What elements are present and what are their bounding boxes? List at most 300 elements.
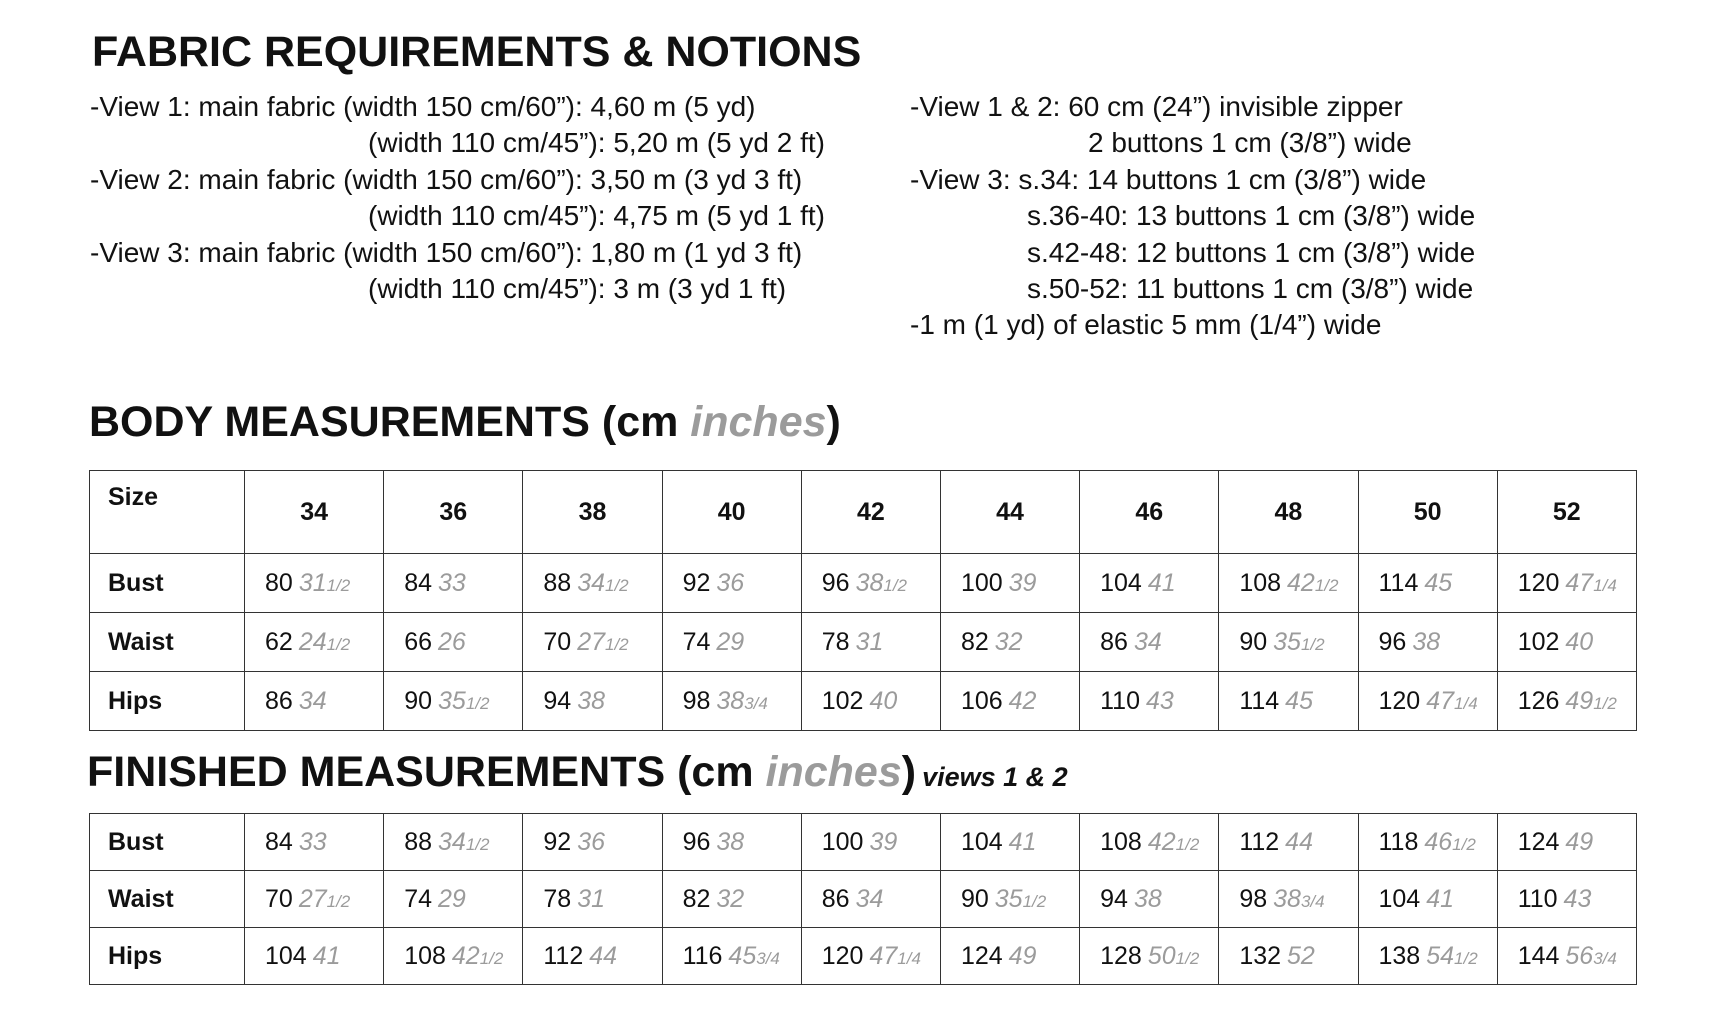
measurement-cell — [1497, 554, 1636, 613]
measurement-cell — [245, 871, 384, 928]
inch-value — [1565, 687, 1616, 715]
inch-whole: 49 — [1565, 686, 1594, 715]
cm-value: 86 — [265, 686, 293, 715]
table-row — [90, 672, 1637, 731]
cm-value: 116 — [682, 941, 723, 970]
measurement-cell — [940, 613, 1079, 672]
inch-whole: 42 — [1147, 827, 1176, 856]
table-row — [90, 554, 1637, 613]
measurement-cell — [523, 871, 662, 928]
measurement-cell — [384, 928, 523, 985]
inch-value — [1564, 885, 1592, 913]
cm-value: 144 — [1517, 941, 1560, 970]
measurement-cell — [245, 814, 384, 871]
inch-whole: 33 — [298, 827, 327, 856]
table-row — [90, 814, 1637, 871]
measurement-cell — [662, 554, 801, 613]
note-line: -1 m (1 yd) of elastic 5 mm (1/4”) wide — [910, 309, 1382, 341]
inch-whole: 42 — [451, 941, 480, 970]
inch-whole: 38 — [1412, 627, 1441, 656]
finished-measurements-title — [87, 748, 1068, 797]
inch-whole: 45 — [1424, 568, 1453, 597]
size-header: 38 — [523, 471, 662, 554]
inch-fraction: 1/2 — [883, 575, 908, 595]
size-header: 52 — [1497, 471, 1636, 554]
inch-value — [869, 687, 897, 715]
inch-whole: 41 — [312, 941, 341, 970]
cm-value: 138 — [1378, 941, 1421, 970]
inch-whole: 38 — [716, 686, 745, 715]
inch-value — [1009, 942, 1037, 970]
inch-whole: 27 — [577, 627, 605, 656]
inch-value — [577, 885, 605, 913]
inch-whole: 39 — [1008, 568, 1037, 597]
inch-whole: 31 — [855, 627, 884, 656]
note-line: s.42-48: 12 buttons 1 cm (3/8”) wide — [1027, 236, 1476, 268]
cm-value: 94 — [543, 686, 572, 715]
size-header: 44 — [940, 471, 1079, 554]
inch-value — [1426, 885, 1454, 913]
inch-whole: 40 — [869, 686, 898, 715]
size-header: 50 — [1358, 471, 1497, 554]
size-header: 42 — [801, 471, 940, 554]
inch-value — [869, 828, 897, 856]
row-label: Waist — [90, 613, 245, 672]
cm-value: 108 — [404, 941, 446, 970]
inch-fraction: 1/2 — [1300, 634, 1325, 654]
inch-fraction: 1/2 — [1452, 834, 1476, 854]
inch-fraction: 1/4 — [897, 948, 921, 968]
inch-whole: 34 — [438, 827, 466, 856]
measurement-cell — [1358, 554, 1497, 613]
inch-value — [716, 628, 744, 656]
inch-whole: 35 — [994, 884, 1023, 913]
cm-value: 126 — [1517, 686, 1560, 715]
fabric-notes-right — [910, 89, 1475, 344]
measurement-cell — [245, 672, 384, 731]
note-line: (width 110 cm/45”): 5,20 m (5 yd 2 ft) — [368, 127, 825, 159]
cm-value: 100 — [960, 568, 1003, 597]
cm-value: 110 — [1517, 884, 1558, 913]
cm-value: 92 — [543, 827, 572, 856]
inch-whole: 34 — [577, 568, 605, 597]
inch-value — [299, 687, 327, 715]
inch-fraction: 3/4 — [1593, 948, 1617, 968]
measurement-cell — [662, 814, 801, 871]
inch-value — [438, 628, 466, 656]
inch-whole: 47 — [1426, 686, 1455, 715]
measurement-cell — [523, 928, 662, 985]
measurement-cell — [940, 814, 1079, 871]
inch-value — [313, 942, 341, 970]
cm-value: 84 — [265, 827, 293, 856]
cm-value: 104 — [960, 827, 1003, 856]
size-header: 40 — [662, 471, 801, 554]
inch-whole: 41 — [1008, 827, 1037, 856]
measurement-cell — [1358, 613, 1497, 672]
inch-fraction: 1/2 — [1022, 891, 1047, 911]
inch-value — [856, 569, 907, 597]
inch-whole: 29 — [438, 884, 466, 913]
size-header: 36 — [384, 471, 523, 554]
row-label: Hips — [90, 928, 245, 985]
inch-fraction: 1/4 — [1593, 575, 1617, 595]
inch-value — [1565, 828, 1593, 856]
inch-whole: 41 — [1426, 884, 1455, 913]
inch-fraction: 1/2 — [326, 891, 351, 911]
fabric-requirements-title: FABRIC REQUIREMENTS & NOTIONS — [92, 28, 862, 76]
inch-whole: 35 — [438, 686, 466, 715]
cm-value: 120 — [1517, 568, 1560, 597]
cm-value: 86 — [821, 884, 850, 913]
cm-value: 118 — [1378, 827, 1419, 856]
inch-value — [589, 942, 617, 970]
inch-whole: 36 — [716, 568, 745, 597]
cm-value: 70 — [265, 884, 293, 913]
inch-whole: 31 — [577, 884, 605, 913]
size-label: Size — [90, 471, 245, 554]
row-label: Hips — [90, 672, 245, 731]
cm-value: 112 — [543, 941, 584, 970]
inch-value — [438, 885, 466, 913]
title-inches: inches — [690, 398, 827, 446]
measurement-cell — [245, 613, 384, 672]
size-header: 34 — [245, 471, 384, 554]
measurement-cell — [1080, 672, 1219, 731]
inch-value — [577, 687, 605, 715]
measurement-cell — [662, 672, 801, 731]
measurement-cell — [1358, 672, 1497, 731]
inch-whole: 32 — [994, 627, 1023, 656]
inch-value — [577, 828, 605, 856]
inch-whole: 38 — [716, 827, 745, 856]
inch-whole: 34 — [298, 686, 327, 715]
cm-value: 90 — [1239, 627, 1268, 656]
inch-value — [1146, 687, 1174, 715]
inch-whole: 34 — [855, 884, 884, 913]
inch-value — [1287, 942, 1315, 970]
table-row — [90, 613, 1637, 672]
measurement-cell — [662, 928, 801, 985]
inch-value — [1273, 628, 1324, 656]
inch-fraction: 1/2 — [605, 634, 629, 654]
table-header-row — [90, 471, 1637, 554]
inch-whole: 36 — [577, 827, 605, 856]
measurement-cell — [1219, 871, 1358, 928]
cm-value: 96 — [682, 827, 711, 856]
cm-value: 82 — [960, 627, 989, 656]
inch-whole: 49 — [1565, 827, 1594, 856]
inch-whole: 45 — [728, 941, 757, 970]
cm-value: 124 — [960, 941, 1003, 970]
inch-fraction: 1/2 — [465, 834, 490, 854]
measurement-cell — [1497, 672, 1636, 731]
inch-value — [995, 885, 1046, 913]
inch-value — [1148, 828, 1199, 856]
finished-measurements-table — [89, 813, 1637, 985]
inch-fraction: 1/4 — [1454, 693, 1478, 713]
cm-value: 96 — [821, 568, 850, 597]
inch-value — [1148, 942, 1199, 970]
inch-whole: 47 — [1565, 568, 1594, 597]
cm-value: 106 — [960, 686, 1003, 715]
inch-value — [299, 569, 350, 597]
measurement-cell — [940, 871, 1079, 928]
inch-value — [452, 942, 503, 970]
inch-value — [1565, 628, 1593, 656]
note-line: (width 110 cm/45”): 4,75 m (5 yd 1 ft) — [368, 200, 825, 232]
title-subtitle: views 1 & 2 — [922, 762, 1068, 792]
inch-whole: 38 — [1273, 884, 1301, 913]
inch-whole: 46 — [1424, 827, 1453, 856]
cm-value: 94 — [1100, 884, 1128, 913]
cm-value: 88 — [543, 568, 572, 597]
inch-whole: 43 — [1145, 686, 1174, 715]
table-row — [90, 871, 1637, 928]
measurement-cell — [801, 672, 940, 731]
measurement-cell — [1080, 613, 1219, 672]
measurement-cell — [245, 554, 384, 613]
note-line: (width 110 cm/45”): 3 m (3 yd 1 ft) — [368, 272, 787, 304]
title-text: FINISHED MEASUREMENTS (cm — [87, 748, 766, 796]
body-measurements-table — [89, 470, 1637, 731]
inch-value — [299, 828, 327, 856]
inch-whole: 26 — [438, 627, 466, 656]
inch-value — [299, 885, 350, 913]
inch-value — [1565, 942, 1616, 970]
cm-value: 104 — [1378, 884, 1421, 913]
measurement-cell — [1358, 814, 1497, 871]
inch-whole: 45 — [1285, 686, 1313, 715]
measurement-cell — [1219, 672, 1358, 731]
inch-fraction: 1/2 — [465, 693, 490, 713]
inch-whole: 44 — [589, 941, 618, 970]
cm-value: 110 — [1100, 686, 1140, 715]
inch-value — [1424, 569, 1452, 597]
inch-value — [716, 828, 744, 856]
measurement-cell — [384, 554, 523, 613]
row-label: Bust — [90, 814, 245, 871]
inch-value — [716, 885, 744, 913]
cm-value: 114 — [1378, 568, 1419, 597]
inch-fraction: 1/2 — [1175, 834, 1200, 854]
measurement-cell — [801, 871, 940, 928]
measurement-cell — [1219, 928, 1358, 985]
measurement-cell — [1219, 814, 1358, 871]
inch-whole: 34 — [1133, 627, 1162, 656]
note-line: s.36-40: 13 buttons 1 cm (3/8”) wide — [1027, 200, 1476, 232]
measurement-cell — [801, 814, 940, 871]
note-line: -View 1 & 2: 60 cm (24”) invisible zipper — [910, 91, 1403, 122]
measurement-cell — [801, 554, 940, 613]
inch-fraction: 1/2 — [326, 575, 351, 595]
inch-fraction: 3/4 — [1300, 891, 1325, 911]
cm-value: 62 — [265, 627, 293, 656]
fabric-notes-left — [90, 89, 825, 307]
title-inches: inches — [765, 748, 902, 796]
cm-value: 104 — [1100, 568, 1142, 597]
inch-whole: 54 — [1426, 941, 1455, 970]
inch-whole: 27 — [298, 884, 327, 913]
inch-whole: 29 — [716, 627, 745, 656]
inch-value — [1273, 885, 1324, 913]
measurement-cell — [384, 613, 523, 672]
inch-whole: 38 — [1133, 884, 1162, 913]
note-line: -View 1: main fabric (width 150 cm/60”): 4,60 m (5 yd) — [90, 91, 756, 122]
inch-whole: 31 — [298, 568, 327, 597]
measurement-cell — [1080, 928, 1219, 985]
inch-value — [716, 569, 744, 597]
inch-fraction: 1/2 — [1314, 575, 1339, 595]
title-text: BODY MEASUREMENTS (cm — [89, 398, 691, 446]
inch-whole: 52 — [1287, 941, 1315, 970]
cm-value: 84 — [404, 568, 432, 597]
inch-value — [438, 828, 489, 856]
inch-value — [577, 569, 628, 597]
cm-value: 98 — [1239, 884, 1268, 913]
measurement-cell — [523, 554, 662, 613]
cm-value: 90 — [960, 884, 989, 913]
inch-value — [438, 687, 489, 715]
row-label: Waist — [90, 871, 245, 928]
inch-value — [577, 628, 628, 656]
cm-value: 114 — [1239, 686, 1280, 715]
measurement-cell — [523, 613, 662, 672]
measurement-cell — [1219, 554, 1358, 613]
cm-value: 104 — [265, 941, 307, 970]
measurement-cell — [1358, 928, 1497, 985]
row-label: Bust — [90, 554, 245, 613]
measurement-cell — [1497, 871, 1636, 928]
inch-whole: 44 — [1285, 827, 1313, 856]
cm-value: 80 — [265, 568, 293, 597]
inch-value — [1148, 569, 1176, 597]
title-close: ) — [826, 398, 841, 446]
cm-value: 112 — [1239, 827, 1280, 856]
cm-value: 102 — [1517, 627, 1560, 656]
measurement-cell — [523, 672, 662, 731]
measurement-cell — [1080, 554, 1219, 613]
measurement-cell — [384, 672, 523, 731]
inch-whole: 38 — [855, 568, 884, 597]
measurement-cell — [801, 928, 940, 985]
cm-value: 102 — [821, 686, 864, 715]
inch-value — [856, 885, 884, 913]
inch-value — [1009, 828, 1037, 856]
body-measurements-title — [89, 398, 841, 447]
cm-value: 120 — [821, 941, 864, 970]
table-row — [90, 928, 1637, 985]
inch-value — [1009, 569, 1037, 597]
note-line: -View 2: main fabric (width 150 cm/60”): 3,50 m (3 yd 3 ft) — [90, 163, 803, 195]
inch-whole: 39 — [869, 827, 898, 856]
inch-fraction: 3/4 — [744, 693, 768, 713]
inch-value — [1426, 687, 1477, 715]
cm-value: 74 — [682, 627, 711, 656]
measurement-cell — [940, 672, 1079, 731]
inch-whole: 42 — [1008, 686, 1037, 715]
cm-value: 66 — [404, 627, 432, 656]
cm-value: 124 — [1517, 827, 1560, 856]
inch-whole: 40 — [1565, 627, 1594, 656]
cm-value: 98 — [682, 686, 711, 715]
inch-fraction: 1/2 — [1175, 948, 1200, 968]
inch-whole: 47 — [869, 941, 898, 970]
inch-whole: 41 — [1147, 568, 1176, 597]
cm-value: 78 — [821, 627, 850, 656]
inch-whole: 33 — [438, 568, 466, 597]
cm-value: 132 — [1239, 941, 1282, 970]
inch-value — [716, 687, 767, 715]
inch-fraction: 1/2 — [605, 575, 629, 595]
inch-value — [1426, 942, 1477, 970]
cm-value: 74 — [404, 884, 432, 913]
title-close: ) — [901, 748, 917, 796]
inch-fraction: 1/2 — [326, 634, 351, 654]
size-header: 46 — [1080, 471, 1219, 554]
measurement-cell — [1080, 871, 1219, 928]
measurement-cell — [940, 554, 1079, 613]
inch-whole: 50 — [1147, 941, 1176, 970]
measurement-cell — [662, 613, 801, 672]
inch-value — [1285, 687, 1313, 715]
inch-whole: 42 — [1287, 568, 1315, 597]
inch-value — [438, 569, 466, 597]
inch-fraction: 1/2 — [479, 948, 504, 968]
inch-value — [1565, 569, 1616, 597]
measurement-cell — [940, 928, 1079, 985]
cm-value: 120 — [1378, 686, 1421, 715]
measurement-cell — [662, 871, 801, 928]
cm-value: 82 — [682, 884, 711, 913]
inch-value — [299, 628, 350, 656]
measurement-cell — [523, 814, 662, 871]
cm-value: 78 — [543, 884, 572, 913]
cm-value: 92 — [682, 568, 711, 597]
cm-value: 128 — [1100, 941, 1142, 970]
inch-whole: 49 — [1008, 941, 1037, 970]
inch-fraction: 3/4 — [756, 948, 780, 968]
inch-whole: 38 — [577, 686, 605, 715]
inch-whole: 56 — [1565, 941, 1594, 970]
inch-whole: 24 — [298, 627, 327, 656]
inch-value — [1412, 628, 1440, 656]
inch-whole: 35 — [1273, 627, 1301, 656]
inch-fraction: 1/2 — [1454, 948, 1478, 968]
inch-value — [1009, 687, 1037, 715]
note-line: 2 buttons 1 cm (3/8”) wide — [1088, 127, 1412, 159]
inch-value — [1287, 569, 1338, 597]
measurement-cell — [384, 814, 523, 871]
size-header: 48 — [1219, 471, 1358, 554]
measurement-cell — [1080, 814, 1219, 871]
inch-value — [1134, 885, 1162, 913]
measurement-cell — [1358, 871, 1497, 928]
measurement-cell — [1497, 928, 1636, 985]
measurement-cell — [245, 928, 384, 985]
note-line: s.50-52: 11 buttons 1 cm (3/8”) wide — [1027, 272, 1474, 304]
measurement-cell — [1497, 613, 1636, 672]
cm-value: 86 — [1100, 627, 1128, 656]
note-line: -View 3: s.34: 14 buttons 1 cm (3/8”) wide — [910, 163, 1427, 195]
cm-value: 108 — [1239, 568, 1282, 597]
note-line: -View 3: main fabric (width 150 cm/60”): 1,80 m (1 yd 3 ft) — [90, 236, 803, 268]
inch-value — [1134, 628, 1162, 656]
measurement-cell — [801, 613, 940, 672]
cm-value: 96 — [1378, 627, 1407, 656]
inch-value — [1285, 828, 1313, 856]
inch-value — [856, 628, 884, 656]
